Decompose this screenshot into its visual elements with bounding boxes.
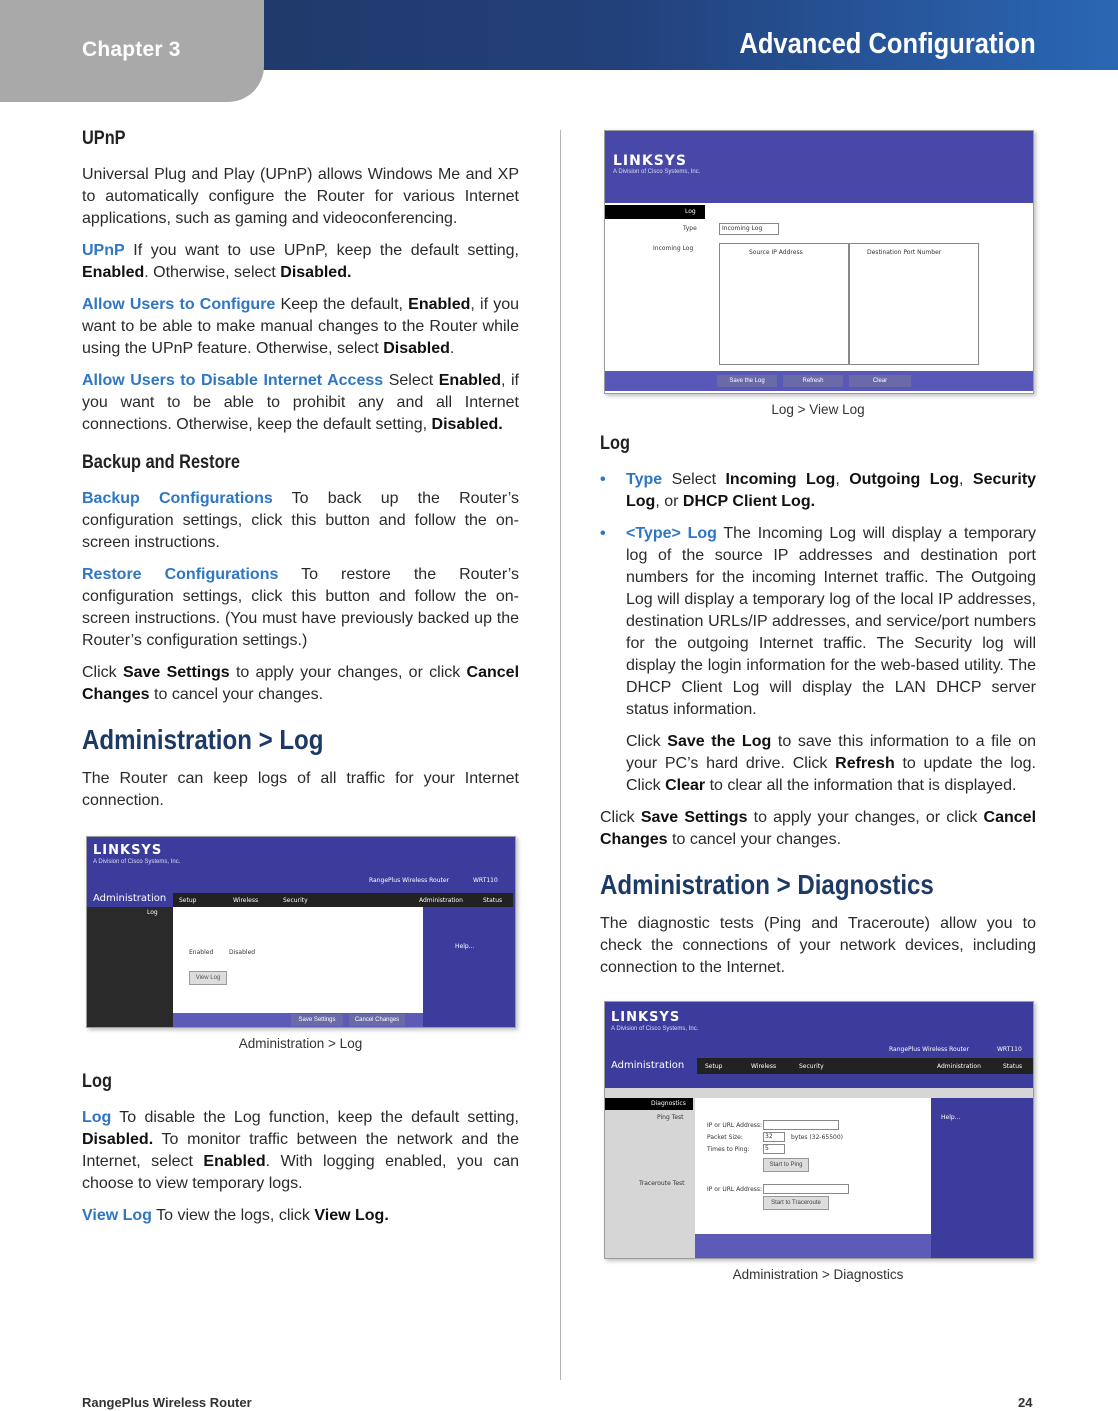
text: Select <box>383 372 439 389</box>
text: To disable the Log function, keep the default setting, <box>111 1109 519 1126</box>
log-bullet-list <box>600 469 1036 721</box>
source-ip-header: Source IP Address <box>749 249 803 256</box>
side-log-label: Log <box>147 909 158 916</box>
text: Click <box>82 664 123 681</box>
disable-internet-paragraph <box>82 370 519 436</box>
left-column <box>82 128 519 1237</box>
text: To monitor traffic between the network and the Internet, select <box>82 1131 519 1170</box>
destination-port-column <box>849 243 979 365</box>
save-log-thumb: Save the Log <box>717 375 777 387</box>
right-column <box>600 130 1036 1296</box>
tab-setup: Setup <box>705 1063 723 1070</box>
bold-text: Incoming Log <box>725 471 836 488</box>
help-panel <box>931 1098 1033 1258</box>
text: . Otherwise, select <box>144 264 281 281</box>
packet-size-label: Packet Size: <box>707 1134 743 1141</box>
bold-text: Cancel Changes <box>82 664 520 703</box>
bold-text: Disabled. <box>82 1131 154 1148</box>
model-label: WRT110 <box>473 877 498 884</box>
backup-paragraph <box>82 488 519 554</box>
refresh-thumb: Refresh <box>783 375 843 387</box>
content-panel <box>173 907 423 1013</box>
start-trace-thumb: Start to Traceroute <box>763 1196 829 1210</box>
ip-field-thumb <box>763 1120 839 1130</box>
admin-log-caption: Administration > Log <box>238 1036 363 1051</box>
product-label: RangePlus Wireless Router <box>369 877 450 884</box>
view-log-paragraph <box>82 1205 519 1227</box>
packet-size-value: 32 <box>765 1133 773 1140</box>
restore-term: Restore Configurations <box>82 566 279 583</box>
text: Keep the default, <box>275 296 409 313</box>
text: to cancel your changes. <box>149 686 324 703</box>
type-label: Type <box>683 225 697 232</box>
bold-text: Enabled <box>408 296 471 313</box>
diagnostics-intro: The diagnostic tests (Ping and Traceroute) allow you to check the connections of your network devices, including connection to the Internet. <box>600 915 1036 976</box>
type-term: Type <box>626 471 663 488</box>
save-cancel-paragraph-right <box>600 807 1036 851</box>
brand-subtitle: A Division of Cisco Systems, Inc. <box>93 859 181 865</box>
bold-text: Security Log <box>626 471 1037 510</box>
chapter-label: Chapter 3 <box>82 38 181 61</box>
tab-setup: Setup <box>179 897 197 904</box>
upnp-paragraph <box>82 240 519 284</box>
tab-status: Status <box>483 897 503 904</box>
text: , <box>959 471 973 488</box>
allow-users-term: Allow Users to Configure <box>82 296 276 313</box>
text: To view the logs, click <box>151 1207 315 1224</box>
text: If you want to use UPnP, keep the default setting, <box>124 242 519 259</box>
tab-wireless: Wireless <box>233 897 259 904</box>
diagnostics-heading: Administration > Diagnostics <box>600 869 934 900</box>
ip-label: IP or URL Address: <box>707 1122 763 1129</box>
source-ip-column <box>719 243 849 365</box>
log-heading: Log <box>82 1071 112 1092</box>
type-log-bullet <box>600 523 1036 721</box>
restore-paragraph <box>82 564 519 652</box>
diagnostics-caption: Administration > Diagnostics <box>732 1267 904 1282</box>
text: , <box>835 471 850 488</box>
view-log-term: View Log <box>82 1207 152 1224</box>
text: . <box>449 340 455 357</box>
text: Select <box>662 471 726 488</box>
bold-text: Enabled <box>82 264 145 281</box>
button-bar <box>695 1234 931 1258</box>
linksys-logo: LINKSYS <box>93 843 163 858</box>
backup-term: Backup Configurations <box>82 490 273 507</box>
side-diag-label: Diagnostics <box>651 1100 686 1107</box>
product-label: RangePlus Wireless Router <box>889 1046 970 1053</box>
incoming-log-label: Incoming Log <box>653 245 694 252</box>
linksys-logo: LINKSYS <box>611 1010 681 1025</box>
tab-administration: Administration <box>937 1063 981 1070</box>
type-bullet <box>600 469 1036 513</box>
model-label: WRT110 <box>997 1046 1022 1053</box>
text: . With logging enabled, you can choose to view temporary logs. <box>82 1153 519 1192</box>
tab-security: Security <box>283 897 308 904</box>
bold-text: View Log. <box>314 1207 389 1224</box>
start-ping-thumb: Start to Ping <box>763 1158 809 1172</box>
diagnostics-screenshot <box>604 1001 1034 1259</box>
bold-text: Save the Log <box>667 733 772 750</box>
admin-label: Administration <box>93 893 167 904</box>
enabled-option: Enabled <box>189 949 214 956</box>
log-heading-right: Log <box>600 433 630 454</box>
bytes-range: bytes (32-65500) <box>791 1134 844 1141</box>
bold-text: Disabled. <box>280 264 352 281</box>
linksys-logo: LINKSYS <box>613 153 687 169</box>
type-select-value: Incoming Log <box>722 225 763 232</box>
admin-log-heading: Administration > Log <box>82 724 324 755</box>
bullet-icon: • <box>600 471 606 488</box>
admin-label: Administration <box>611 1060 685 1071</box>
ping-test-label: Ping Test <box>657 1114 684 1121</box>
disabled-option: Disabled <box>229 949 256 956</box>
text: To back up the Router’s configuration settings, click this button and follow the on-screen instructions. <box>82 490 519 551</box>
page-number: 24 <box>1018 1395 1033 1410</box>
bold-text: Disabled. <box>431 416 503 433</box>
allow-users-paragraph <box>82 294 519 360</box>
view-log-button-thumb: View Log <box>189 971 227 985</box>
help-panel <box>423 907 515 1027</box>
text: Click <box>600 809 641 826</box>
content-panel <box>695 1098 931 1234</box>
bold-text: Enabled <box>203 1153 266 1170</box>
log-term: Log <box>82 1109 112 1126</box>
text: to apply your changes, or click <box>229 664 467 681</box>
bold-text: Disabled <box>383 340 450 357</box>
times-value: 5 <box>765 1145 769 1152</box>
text: To restore the Router’s configuration settings, click this button and follow the on-screen instructions. (You must have previously backed up the Router’s configuration settings.) <box>82 566 519 649</box>
times-label: Times to Ping: <box>707 1146 750 1153</box>
help-link: Help... <box>941 1114 961 1121</box>
text: The Incoming Log will display a temporary log of the source IP addresses and destination port numbers for the incoming Internet traffic. The Outgoing Log will display a temporary log of the local IP addresses, destination URLs/IP addresses, and service/port numbers for the outgoing Internet traffic. The Security log will display the login information for the web-based utility. The DHCP Client Log will display the LAN DHCP server status information. <box>626 525 1037 718</box>
text: , if you want to be able to prohibit any and all Internet connections. Otherwise, keep the default setting, <box>82 372 519 433</box>
tab-bar <box>697 1058 1033 1074</box>
bold-text: Outgoing Log <box>849 471 960 488</box>
brand-subtitle: A Division of Cisco Systems, Inc. <box>613 169 701 175</box>
upnp-term: UPnP <box>82 242 125 259</box>
tab-status: Status <box>1003 1063 1023 1070</box>
text: to clear all the information that is displayed. <box>705 777 1017 794</box>
text: to apply your changes, or click <box>747 809 984 826</box>
destination-port-header: Destination Port Number <box>867 249 942 256</box>
upnp-heading: UPnP <box>82 128 126 149</box>
clear-thumb: Clear <box>849 375 911 387</box>
view-log-screenshot <box>604 130 1034 394</box>
text: Click <box>626 733 668 750</box>
bold-text: Cancel Changes <box>600 809 1037 848</box>
text: to save this information to a file on your PC’s hard drive. Click <box>626 733 1036 772</box>
column-divider <box>560 130 561 1380</box>
save-log-paragraph <box>600 731 1036 797</box>
tab-wireless: Wireless <box>751 1063 777 1070</box>
log-paragraph <box>82 1107 519 1195</box>
admin-log-screenshot <box>86 836 516 1028</box>
text: , or <box>655 493 683 510</box>
type-log-term: <Type> Log <box>626 525 717 542</box>
backup-heading: Backup and Restore <box>82 452 241 473</box>
traceroute-label: Traceroute Test <box>639 1180 685 1187</box>
bullet-icon: • <box>600 525 606 542</box>
trace-ip-label: IP or URL Address: <box>707 1186 763 1193</box>
help-link: Help... <box>455 943 475 950</box>
upnp-intro: Universal Plug and Play (UPnP) allows Windows Me and XP to automatically configure the Router for various Internet applications, such as gaming and videoconferencing. <box>82 166 519 227</box>
disable-internet-term: Allow Users to Disable Internet Access <box>82 372 384 389</box>
bold-text: Save Settings <box>640 809 748 826</box>
bold-text: Enabled <box>438 372 501 389</box>
text: to cancel your changes. <box>667 831 842 848</box>
section-title: Advanced Configuration <box>739 28 1036 60</box>
save-cancel-paragraph <box>82 662 519 706</box>
trace-ip-field-thumb <box>763 1184 849 1194</box>
side-log-label: Log <box>685 208 696 215</box>
text: to update the log. Click <box>626 755 1037 794</box>
cancel-changes-thumb: Cancel Changes <box>349 1014 405 1026</box>
bold-text: Save Settings <box>122 664 230 681</box>
tab-security: Security <box>799 1063 824 1070</box>
bold-text: Clear <box>665 777 706 794</box>
footer-product: RangePlus Wireless Router <box>82 1395 252 1410</box>
text: , if you want to be able to make manual changes to the Router while using the UPnP feature. Otherwise, select <box>82 296 520 357</box>
save-settings-thumb: Save Settings <box>291 1014 343 1026</box>
side-panel <box>87 907 173 1027</box>
brand-subtitle: A Division of Cisco Systems, Inc. <box>611 1026 699 1032</box>
admin-log-intro: The Router can keep logs of all traffic for your Internet connection. <box>82 770 519 809</box>
bold-text: DHCP Client Log. <box>682 493 816 510</box>
tab-administration: Administration <box>419 897 463 904</box>
view-log-caption: Log > View Log <box>771 402 865 417</box>
bold-text: Refresh <box>835 755 895 772</box>
chapter-tab <box>0 0 264 102</box>
